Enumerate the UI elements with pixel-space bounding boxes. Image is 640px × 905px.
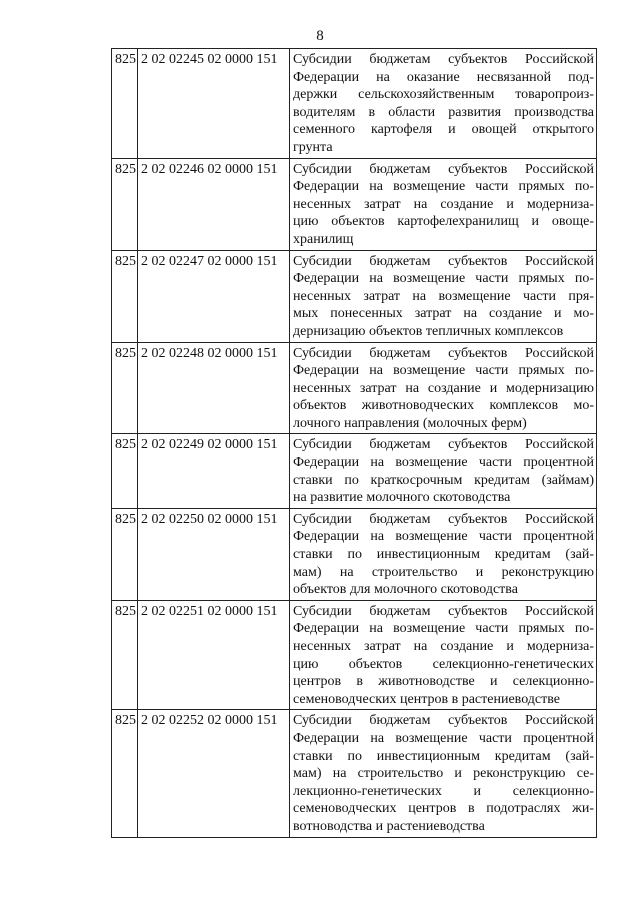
admin-code-cell: 825 — [112, 49, 138, 159]
income-name-line: семеноводческих центров в подотраслях жи- — [293, 801, 594, 817]
admin-code-cell: 825 — [112, 158, 138, 250]
income-name-line: объектов животноводческих комплексов мо- — [293, 398, 594, 414]
income-name-line: держки сельскохозяйственным товаропроиз- — [293, 87, 594, 103]
income-name-line: Субсидии бюджетам субъектов Российской — [293, 603, 594, 619]
income-name-line: Субсидии бюджетам субъектов Российской — [293, 161, 594, 177]
income-name-line: Субсидии бюджетам субъектов Российской — [293, 52, 594, 67]
income-name-cell — [290, 508, 597, 600]
income-name-line: дернизацию объектов тепличных комплексов — [293, 323, 564, 339]
admin-code-cell: 825 — [112, 710, 138, 837]
income-name-line: Федерации на возмещение части прямых по- — [293, 621, 594, 637]
income-name-line: вотноводства и растениеводства — [293, 818, 485, 834]
income-name-line: на развитие молочного скотоводства — [293, 490, 511, 506]
income-name-cell — [290, 49, 597, 159]
income-name-line: Федерации на возмещение части процентной — [293, 730, 594, 746]
income-name-line: несенных затрат на создание и модерниза- — [293, 639, 594, 654]
income-name-line: Субсидии бюджетам субъектов Российской — [293, 253, 594, 269]
income-name-line: несенных затрат на возмещение части пря- — [293, 288, 594, 304]
budget-codes-table — [111, 48, 597, 838]
table-row — [112, 600, 597, 710]
table-row — [112, 508, 597, 600]
income-name-line: несенных затрат на создание и модерниза- — [293, 196, 594, 212]
table-row — [112, 434, 597, 508]
income-name-cell — [290, 600, 597, 710]
table-row — [112, 250, 597, 342]
budget-code-cell: 2 02 02251 02 0000 151 — [138, 600, 290, 710]
income-name-line: цию объектов картофелехранилищ и овоще- — [293, 214, 594, 230]
budget-code-cell: 2 02 02248 02 0000 151 — [138, 342, 290, 434]
income-name-line: Федерации на возмещение части процентной — [293, 529, 594, 545]
income-name-line: Субсидии бюджетам субъектов Российской — [293, 437, 594, 453]
table-row — [112, 158, 597, 250]
income-name-line: несенных затрат на создание и модернизацию — [293, 380, 594, 396]
admin-code-cell: 825 — [112, 250, 138, 342]
income-name-line: Субсидии бюджетам субъектов Российской — [293, 713, 594, 729]
budget-code-cell: 2 02 02252 02 0000 151 — [138, 710, 290, 837]
income-name-line: Федерации на возмещение части прямых по- — [293, 271, 594, 287]
income-name-line: мых понесенных затрат на создание и мо- — [293, 306, 594, 322]
income-name-line: центров в животноводстве и селекционно- — [293, 674, 594, 690]
income-name-line: лочного направления (молочных ферм) — [293, 415, 527, 431]
table-body — [112, 49, 597, 838]
income-name-line: ставки по инвестиционным кредитам (зай- — [293, 748, 594, 764]
income-name-line: водителям в области развития производства — [293, 104, 594, 120]
income-name-line: хранилищ — [293, 231, 354, 247]
income-name-line: семеноводческих центров в растениеводстве — [293, 691, 560, 707]
income-name-line: Федерации на оказание несвязанной под- — [293, 69, 594, 85]
income-name-line: Федерации на возмещение части процентной — [293, 455, 594, 471]
budget-code-cell: 2 02 02247 02 0000 151 — [138, 250, 290, 342]
budget-code-cell: 2 02 02250 02 0000 151 — [138, 508, 290, 600]
budget-code-cell: 2 02 02245 02 0000 151 — [138, 49, 290, 159]
income-name-line: семенного картофеля и овощей открытого — [293, 122, 594, 138]
income-name-line: цию объектов селекционно-генетических — [293, 656, 594, 672]
income-name-line: объектов для молочного скотоводства — [293, 582, 518, 598]
budget-code-cell: 2 02 02249 02 0000 151 — [138, 434, 290, 508]
table-row — [112, 710, 597, 837]
income-name-line: грунта — [293, 139, 333, 155]
table-row — [112, 49, 597, 159]
income-name-cell — [290, 710, 597, 837]
income-name-line: ставки по краткосрочным кредитам (займам) — [293, 472, 594, 488]
admin-code-cell: 825 — [112, 434, 138, 508]
budget-code-cell: 2 02 02246 02 0000 151 — [138, 158, 290, 250]
income-name-cell — [290, 342, 597, 434]
income-name-line: Федерации на возмещение части прямых по- — [293, 179, 594, 195]
income-name-cell — [290, 434, 597, 508]
income-name-line: мам) на строительство и реконструкцию се- — [293, 766, 594, 782]
page-number: 8 — [316, 28, 324, 44]
income-name-line: Субсидии бюджетам субъектов Российской — [293, 511, 594, 527]
income-name-line: ставки по инвестиционным кредитам (зай- — [293, 547, 594, 563]
income-name-line: мам) на строительство и реконструкцию — [293, 564, 594, 580]
income-name-cell — [290, 158, 597, 250]
income-name-cell — [290, 250, 597, 342]
table-row — [112, 342, 597, 434]
income-name-line: Федерации на возмещение части прямых по- — [293, 363, 594, 379]
admin-code-cell: 825 — [112, 342, 138, 434]
income-name-line: Субсидии бюджетам субъектов Российской — [293, 345, 594, 361]
income-name-line: лекционно-генетических и селекционно- — [293, 783, 594, 799]
admin-code-cell: 825 — [112, 508, 138, 600]
admin-code-cell: 825 — [112, 600, 138, 710]
